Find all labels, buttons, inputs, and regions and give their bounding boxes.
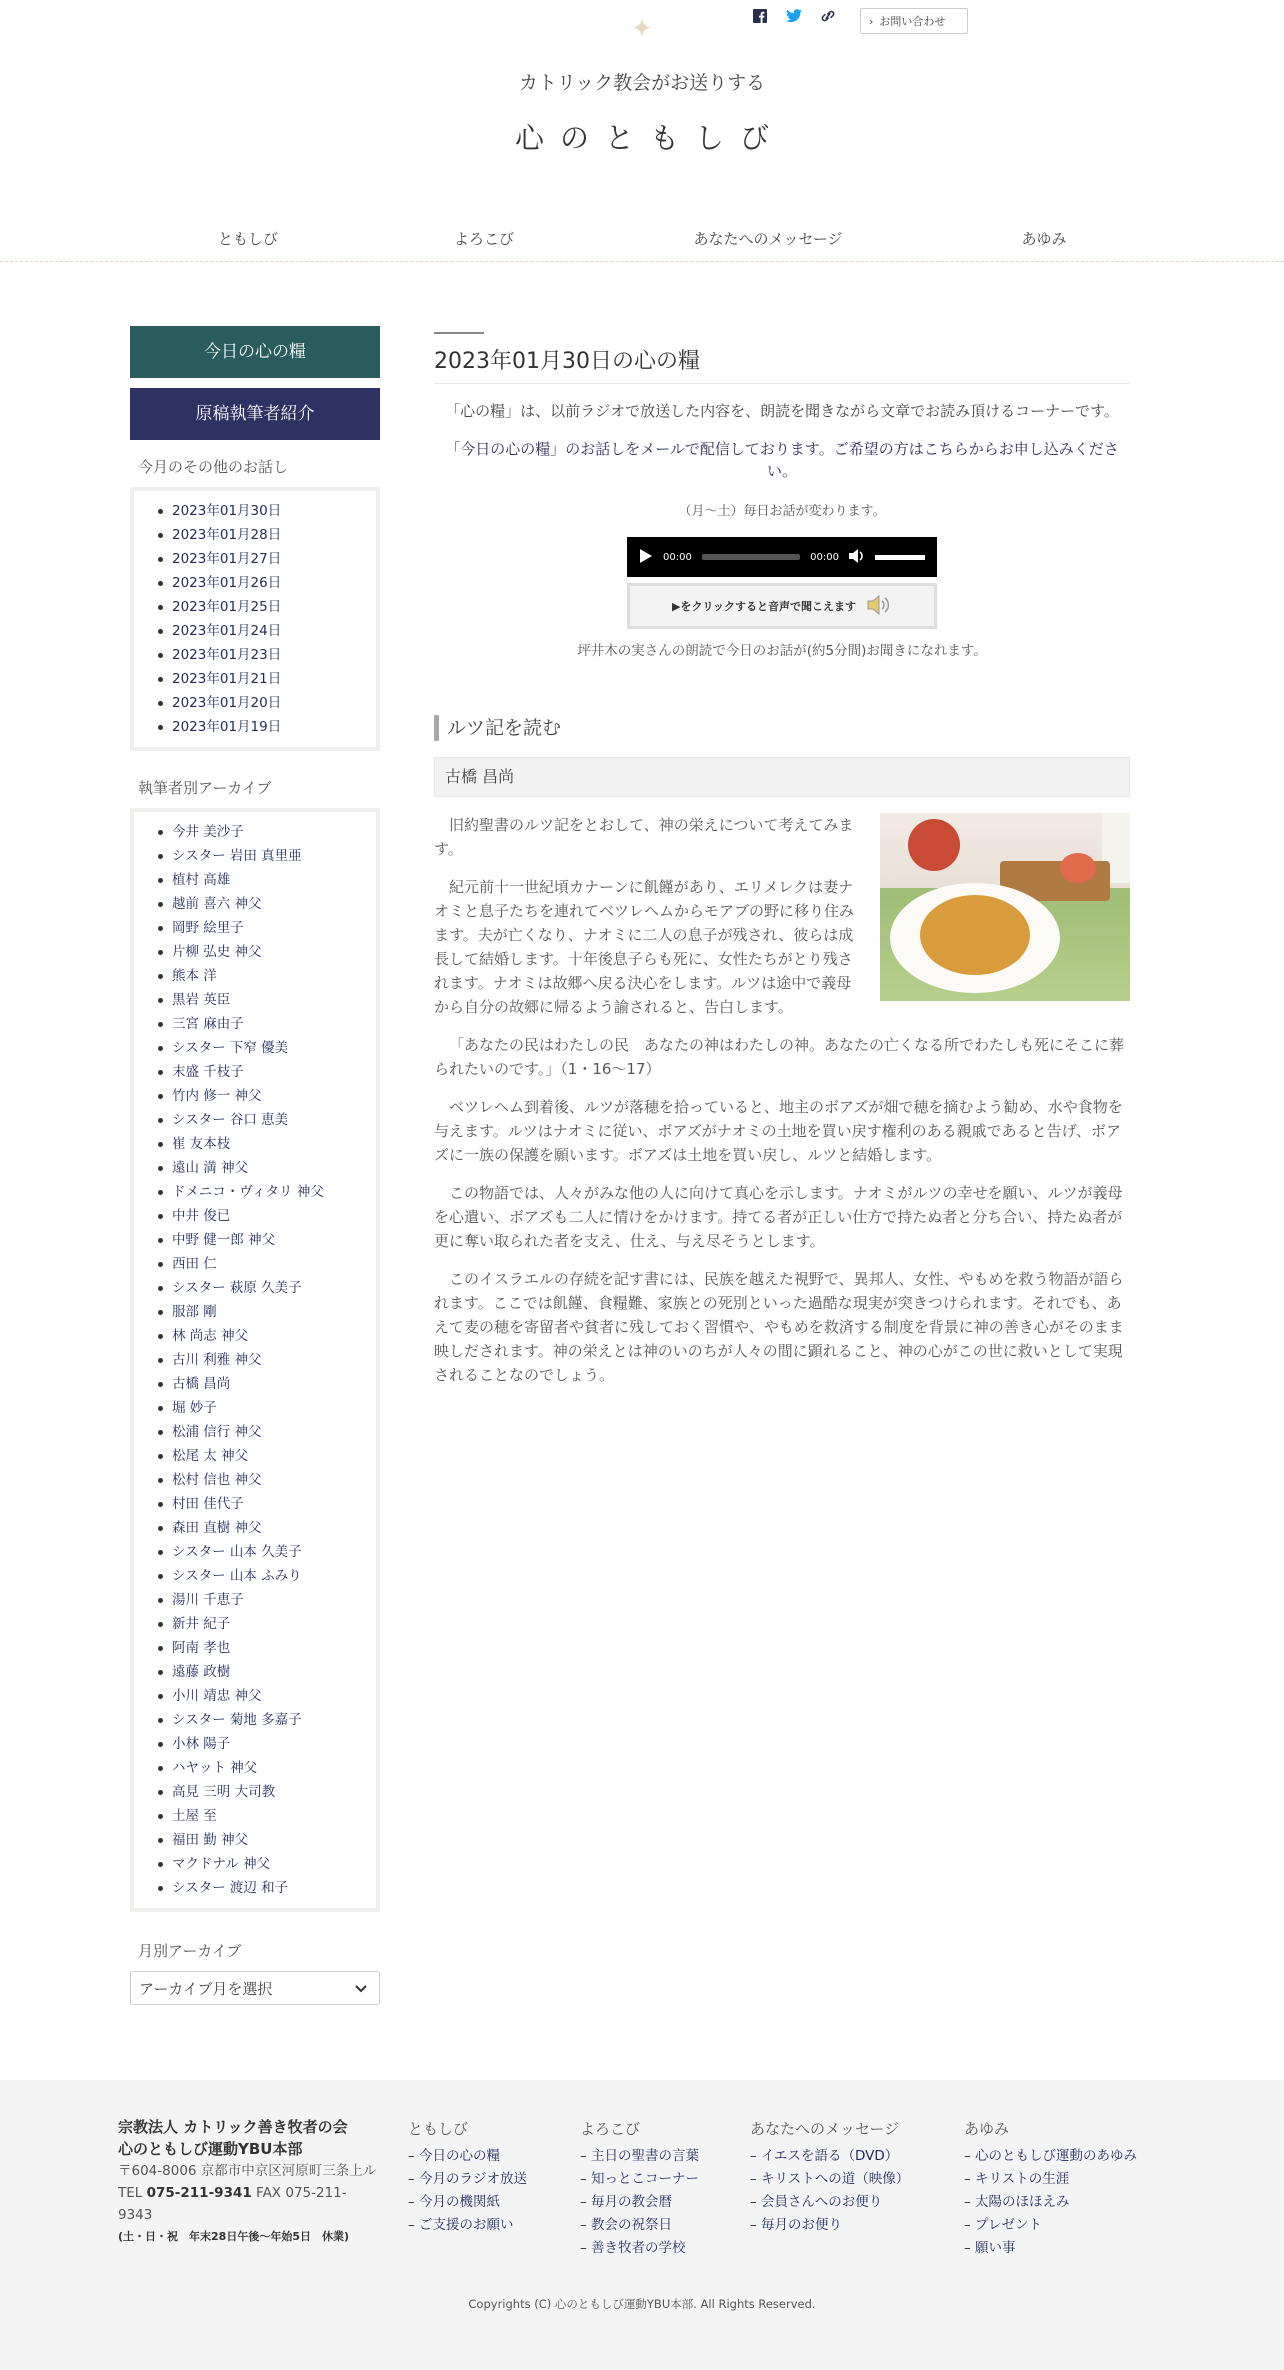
site-logo[interactable]: 心のともしび	[514, 121, 785, 155]
other-story-item[interactable]	[154, 595, 376, 619]
author-item[interactable]	[154, 1732, 376, 1756]
footer-col-ayumi	[964, 2118, 1137, 2260]
author-item-link[interactable]: 福田 勤 神父	[172, 1832, 249, 1848]
author-archive-list	[134, 820, 376, 1900]
footer-col-yorokobi	[580, 2118, 699, 2260]
author-item[interactable]	[154, 1060, 376, 1084]
author-item-link[interactable]: 竹内 修一 神父	[172, 1088, 262, 1104]
author-item-link[interactable]: 服部 剛	[172, 1304, 217, 1320]
author-item[interactable]	[154, 1228, 376, 1252]
author-item[interactable]	[154, 892, 376, 916]
nav-item-yorokobi[interactable]: よろこび	[453, 230, 515, 248]
title-accent	[434, 332, 484, 334]
footer-link[interactable]: – 今月の機関紙	[408, 2191, 527, 2214]
author-item-link[interactable]: 遠藤 政樹	[172, 1664, 231, 1680]
author-item-link[interactable]: シスター 谷口 恵美	[172, 1112, 289, 1128]
author-name: 古橋 昌尚	[434, 757, 1130, 797]
footer-link[interactable]: – プレゼント	[964, 2214, 1137, 2237]
nav-item-message[interactable]: あなたへのメッセージ	[693, 230, 843, 248]
author-item[interactable]	[154, 820, 376, 844]
nav-item-ayumi[interactable]: あゆみ	[1021, 230, 1067, 248]
apple-shape	[908, 819, 960, 871]
facebook-icon[interactable]	[752, 8, 768, 24]
author-item-link[interactable]: 小林 陽子	[172, 1736, 231, 1752]
author-item-link[interactable]: 古橋 昌尚	[172, 1376, 231, 1392]
article-paragraph: 紀元前十一世紀頃カナーンに飢饉があり、エリメレクは妻ナオミと息子たちを連れてベツレヘムからモアブの野に移り住みます。夫が亡くなり、ナオミに二人の息子が残され、彼らは成長して結婚します。十年後息子らも死に、女性たちがとり残されます。ナオミは故郷へ戻る決心をします。ルツは途中で義母から自分の故郷に帰るよう諭されると、告白します。	[434, 878, 855, 1016]
footer-col-title: あゆみ	[964, 2120, 1010, 2138]
footer-link[interactable]: – ご支援のお願い	[408, 2214, 527, 2237]
author-item-link[interactable]: シスター 菊地 多嘉子	[172, 1712, 302, 1728]
author-item-link[interactable]: 植村 高雄	[172, 872, 231, 888]
author-item-link[interactable]: 松浦 信行 神父	[172, 1424, 262, 1440]
other-story-item[interactable]	[154, 691, 376, 715]
tel-label: TEL	[118, 2185, 143, 2201]
monthly-archive-heading: 月別アーカイブ	[138, 1942, 242, 1960]
author-item[interactable]	[154, 988, 376, 1012]
author-archive-heading: 執筆者別アーカイブ	[138, 779, 272, 797]
section-title: ルツ記を読む	[434, 715, 1130, 741]
author-item-link[interactable]: マクドナル 神父	[172, 1856, 271, 1872]
duration-time: 00:00	[810, 551, 839, 563]
other-story-item[interactable]	[154, 619, 376, 643]
copyright: Copyrights (C) 心のともしび運動YBU本部. All Rights Reserved.	[468, 2297, 816, 2311]
author-item-link[interactable]: シスター 山本 ふみり	[172, 1568, 302, 1584]
footer-link[interactable]: – 毎月の教会暦	[580, 2191, 699, 2214]
footer-col-message	[750, 2118, 909, 2237]
footer-link[interactable]: – 知っとこコーナー	[580, 2168, 699, 2191]
other-story-item-link[interactable]: 2023年01月23日	[172, 647, 282, 663]
author-item[interactable]	[154, 1396, 376, 1420]
other-story-item-link[interactable]: 2023年01月30日	[172, 503, 282, 519]
author-item-link[interactable]: 森田 直樹 神父	[172, 1520, 262, 1536]
author-item[interactable]	[154, 1012, 376, 1036]
author-item-link[interactable]: シスター 渡辺 和子	[172, 1880, 289, 1896]
footer-link[interactable]: – 善き牧者の学校	[580, 2237, 699, 2260]
author-item-link[interactable]: シスター 萩原 久美子	[172, 1280, 302, 1296]
author-item-link[interactable]: 松村 信也 神父	[172, 1472, 262, 1488]
site-footer	[0, 2080, 1284, 2370]
author-item[interactable]	[154, 1204, 376, 1228]
article-paragraph: ベツレヘム到着後、ルツが落穂を拾っていると、地主のボアズが畑で穂を摘むよう勧め、水や食物を与えます。ルツはナオミに従い、ボアズがナオミの土地を買い戻す権利のある親戚であると告げ、ボアズに一族の保護を願います。ボアズは土地を買い戻し、ルツと結婚します。	[434, 1098, 1123, 1164]
author-item[interactable]	[154, 1492, 376, 1516]
chevron-right-icon: ›	[869, 14, 874, 28]
author-item[interactable]	[154, 1708, 376, 1732]
article-quote: 「あなたの民はわたしの民 あなたの神はわたしの神。あなたの亡くなる所でわたしも死にそこに葬られたいのです。」（1・16～17）	[434, 1036, 1125, 1078]
site-tagline: カトリック教会がお送りする	[518, 72, 766, 94]
tel-number[interactable]: 075-211-9341	[146, 2185, 252, 2201]
site-header	[0, 0, 1284, 262]
footer-link[interactable]: – 毎月のお便り	[750, 2214, 909, 2237]
other-story-item[interactable]	[154, 499, 376, 523]
org-name: 宗教法人 カトリック善き牧者の会	[118, 2118, 348, 2136]
author-item-link[interactable]: ハヤット 神父	[172, 1760, 258, 1776]
author-item[interactable]	[154, 1084, 376, 1108]
author-item[interactable]	[154, 1540, 376, 1564]
footer-col-title: ともしび	[408, 2120, 469, 2138]
other-story-item-link[interactable]: 2023年01月27日	[172, 551, 282, 567]
author-item-link[interactable]: 松尾 太 神父	[172, 1448, 249, 1464]
footer-link[interactable]: – 教会の祝祭日	[580, 2214, 699, 2237]
author-item[interactable]	[154, 1588, 376, 1612]
author-item-link[interactable]: ドメニコ・ヴィタリ 神父	[172, 1184, 324, 1200]
author-item-link[interactable]: 堀 妙子	[172, 1400, 217, 1416]
main-content	[434, 332, 1130, 1401]
footer-col-tomoshibi	[408, 2118, 527, 2237]
author-item[interactable]	[154, 1180, 376, 1204]
author-item-link[interactable]: 西田 仁	[172, 1256, 217, 1272]
author-item[interactable]	[154, 1828, 376, 1852]
author-item[interactable]	[154, 1516, 376, 1540]
author-item-link[interactable]: 越前 喜六 神父	[172, 896, 262, 912]
footer-link[interactable]: – 今日の心の糧	[408, 2145, 527, 2168]
author-item[interactable]	[154, 1300, 376, 1324]
footer-col-title: あなたへのメッセージ	[750, 2120, 900, 2138]
author-item[interactable]	[154, 1348, 376, 1372]
author-item[interactable]	[154, 1684, 376, 1708]
author-item[interactable]	[154, 1660, 376, 1684]
other-story-item[interactable]	[154, 643, 376, 667]
org-phone	[118, 2182, 378, 2226]
writers-intro-button[interactable]: 原稿執筆者紹介	[130, 388, 380, 440]
other-story-item-link[interactable]: 2023年01月24日	[172, 623, 282, 639]
fax-number: 075-211-9343	[118, 2185, 347, 2223]
apple-slice-shape	[1060, 853, 1096, 883]
article-paragraph: この物語では、人々がみな他の人に向けて真心を示します。ナオミがルツの幸せを願い、ルツが義母を心遣い、ボアズも二人に情けをかけます。持てる者が正しい仕方で持たぬ者と分ち合い、持たぬ者が更に奪い取られた者を支え、仕え、与え尽そうとします。	[434, 1184, 1123, 1250]
footer-organization	[118, 2116, 378, 2244]
footer-link[interactable]: – キリストの生涯	[964, 2168, 1137, 2191]
footer-link[interactable]: – 願い事	[964, 2237, 1137, 2260]
author-item[interactable]	[154, 868, 376, 892]
footer-link[interactable]: – 太陽のほほえみ	[964, 2191, 1137, 2214]
apple-pie-shape	[920, 895, 1030, 975]
other-story-item-link[interactable]: 2023年01月20日	[172, 695, 282, 711]
author-item-link[interactable]: 新井 紀子	[172, 1616, 231, 1632]
author-item-link[interactable]: 中井 俊已	[172, 1208, 231, 1224]
author-item-link[interactable]: 古川 利雅 神父	[172, 1352, 262, 1368]
fax-label: FAX	[256, 2185, 282, 2201]
month-archive-select[interactable]	[130, 1971, 380, 2005]
author-item[interactable]	[154, 1036, 376, 1060]
contact-label: お問い合わせ	[879, 15, 946, 28]
play-icon[interactable]	[639, 548, 653, 567]
star-icon: ✦	[631, 14, 653, 44]
footer-link[interactable]: – 主日の聖書の言葉	[580, 2145, 699, 2168]
article-paragraph: このイスラエルの存続を記す書には、民族を越えた視野で、異邦人、女性、やもめを救う物語が語られます。ここでは飢饉、食糧難、家族との死別といった過酷な現実が突きつけられます。それでも、あえて麦の穂を寄留者や貧者に残しておく習慣や、やもめを救済する制度を背景に神の善き心がそのまま映しだされます。神の栄えとは神のいのちが人々の間に顕れること、神の心がこの世に救いとして実現されることなのでしょう。	[434, 1270, 1124, 1384]
author-item-link[interactable]: 熊本 洋	[172, 968, 217, 984]
author-item[interactable]	[154, 964, 376, 988]
audio-player	[627, 537, 937, 577]
author-item[interactable]	[154, 1564, 376, 1588]
month-select-value: アーカイブ月を選択	[139, 1979, 273, 1998]
author-item-link[interactable]: 林 尚志 神父	[172, 1328, 249, 1344]
author-item[interactable]	[154, 1612, 376, 1636]
author-item[interactable]	[154, 916, 376, 940]
today-kokoro-button[interactable]: 今日の心の糧	[130, 326, 380, 378]
org-subname: 心のともしび運動YBU本部	[118, 2140, 303, 2158]
footer-link[interactable]: – 今月のラジオ放送	[408, 2168, 527, 2191]
author-item[interactable]	[154, 1444, 376, 1468]
other-story-item[interactable]	[154, 667, 376, 691]
author-item[interactable]	[154, 1780, 376, 1804]
other-stories-heading: 今月のその他のお話し	[138, 458, 289, 476]
author-archive-box	[130, 808, 380, 1912]
author-item-link[interactable]: 小川 靖忠 神父	[172, 1688, 262, 1704]
author-item[interactable]	[154, 1804, 376, 1828]
contact-button[interactable]	[860, 8, 968, 34]
article-photo	[880, 813, 1130, 1001]
author-item-link[interactable]: シスター 山本 久美子	[172, 1544, 302, 1560]
author-item[interactable]	[154, 940, 376, 964]
author-item-link[interactable]: 三宮 麻由子	[172, 1016, 244, 1032]
nav-item-tomoshibi[interactable]: ともしび	[217, 230, 279, 248]
other-story-item-link[interactable]: 2023年01月21日	[172, 671, 282, 687]
global-nav	[0, 222, 1284, 262]
progress-bar[interactable]	[702, 554, 800, 560]
other-stories-box	[130, 487, 380, 751]
author-item-link[interactable]: 崔 友本枝	[172, 1136, 231, 1152]
listen-label: ▶をクリックすると音声で聞こえます	[671, 600, 857, 613]
author-item[interactable]	[154, 1876, 376, 1900]
author-item[interactable]	[154, 1108, 376, 1132]
business-hours: (土・日・祝 年末28日午後〜年始5日 休業)	[118, 2230, 350, 2243]
author-item[interactable]	[154, 1132, 376, 1156]
chevron-down-icon	[355, 1979, 367, 1997]
org-address: 〒604-8006 京都市中京区河原町三条上ル	[118, 2163, 377, 2179]
author-item-link[interactable]: シスター 岩田 真里亜	[172, 848, 302, 864]
footer-link[interactable]: – キリストへの道（映像）	[750, 2168, 909, 2191]
author-item[interactable]	[154, 1372, 376, 1396]
author-item[interactable]	[154, 1156, 376, 1180]
speaker-icon	[866, 594, 892, 619]
author-item[interactable]	[154, 844, 376, 868]
volume-slider[interactable]	[875, 555, 925, 560]
author-item[interactable]	[154, 1276, 376, 1300]
author-item-link[interactable]: 土屋 至	[172, 1808, 217, 1824]
footer-col-title: よろこび	[580, 2120, 641, 2138]
author-item-link[interactable]: 湯川 千恵子	[172, 1592, 244, 1608]
article-body	[434, 813, 1130, 1387]
current-time: 00:00	[663, 551, 692, 563]
author-item-link[interactable]: 岡野 絵里子	[172, 920, 244, 936]
author-item-link[interactable]: 末盛 千枝子	[172, 1064, 244, 1080]
other-story-item-link[interactable]: 2023年01月25日	[172, 599, 282, 615]
author-item[interactable]	[154, 1636, 376, 1660]
author-item[interactable]	[154, 1420, 376, 1444]
twitter-icon[interactable]	[786, 8, 802, 24]
page-title: 2023年01月30日の心の糧	[434, 344, 1130, 384]
sidebar	[130, 326, 380, 2005]
article-paragraph: 旧約聖書のルツ記をとおして、神の栄えについて考えてみます。	[434, 816, 854, 858]
other-story-item[interactable]	[154, 571, 376, 595]
reader-note: 坪井木の実さんの朗読で今日のお話が(約5分間)お聞きになれます。	[577, 643, 987, 659]
author-item-link[interactable]: 高見 三明 大司教	[172, 1784, 276, 1800]
author-item[interactable]	[154, 1756, 376, 1780]
author-item-link[interactable]: 片柳 弘史 神父	[172, 944, 262, 960]
schedule-note: （月～土）毎日お話が変わります。	[678, 504, 886, 519]
listen-instruction	[627, 583, 937, 629]
link-icon[interactable]	[820, 8, 836, 24]
other-story-item[interactable]	[154, 523, 376, 547]
footer-link[interactable]: – 会員さんへのお便り	[750, 2191, 909, 2214]
other-story-item-link[interactable]: 2023年01月26日	[172, 575, 282, 591]
other-story-item[interactable]	[154, 547, 376, 571]
other-story-item-link[interactable]: 2023年01月19日	[172, 719, 282, 735]
author-item[interactable]	[154, 1852, 376, 1876]
author-item-link[interactable]: 中野 健一郎 神父	[172, 1232, 276, 1248]
author-item[interactable]	[154, 1324, 376, 1348]
author-item-link[interactable]: 遠山 満 神父	[172, 1160, 249, 1176]
author-item-link[interactable]: 今井 美沙子	[172, 824, 244, 840]
author-item[interactable]	[154, 1252, 376, 1276]
other-stories-list	[134, 499, 376, 739]
volume-icon[interactable]	[849, 549, 865, 566]
footer-link[interactable]: – 心のともしび運動のあゆみ	[964, 2145, 1137, 2168]
author-item-link[interactable]: 黒岩 英臣	[172, 992, 231, 1008]
other-story-item-link[interactable]: 2023年01月28日	[172, 527, 282, 543]
mail-subscription-link[interactable]: 「今日の心の糧」のお話しをメールで配信しております。ご希望の方はこちらからお申し込みください。	[445, 440, 1119, 480]
intro-text: 「心の糧」は、以前ラジオで放送した内容を、朗読を聞きながら文章でお読み頂けるコーナーです。	[445, 402, 1119, 420]
author-item-link[interactable]: 村田 佳代子	[172, 1496, 244, 1512]
author-item[interactable]	[154, 1468, 376, 1492]
other-story-item[interactable]	[154, 715, 376, 739]
author-item-link[interactable]: シスター 下窄 優美	[172, 1040, 289, 1056]
social-links	[752, 8, 836, 24]
author-item-link[interactable]: 阿南 孝也	[172, 1640, 231, 1656]
footer-link[interactable]: – イエスを語る（DVD）	[750, 2145, 909, 2168]
